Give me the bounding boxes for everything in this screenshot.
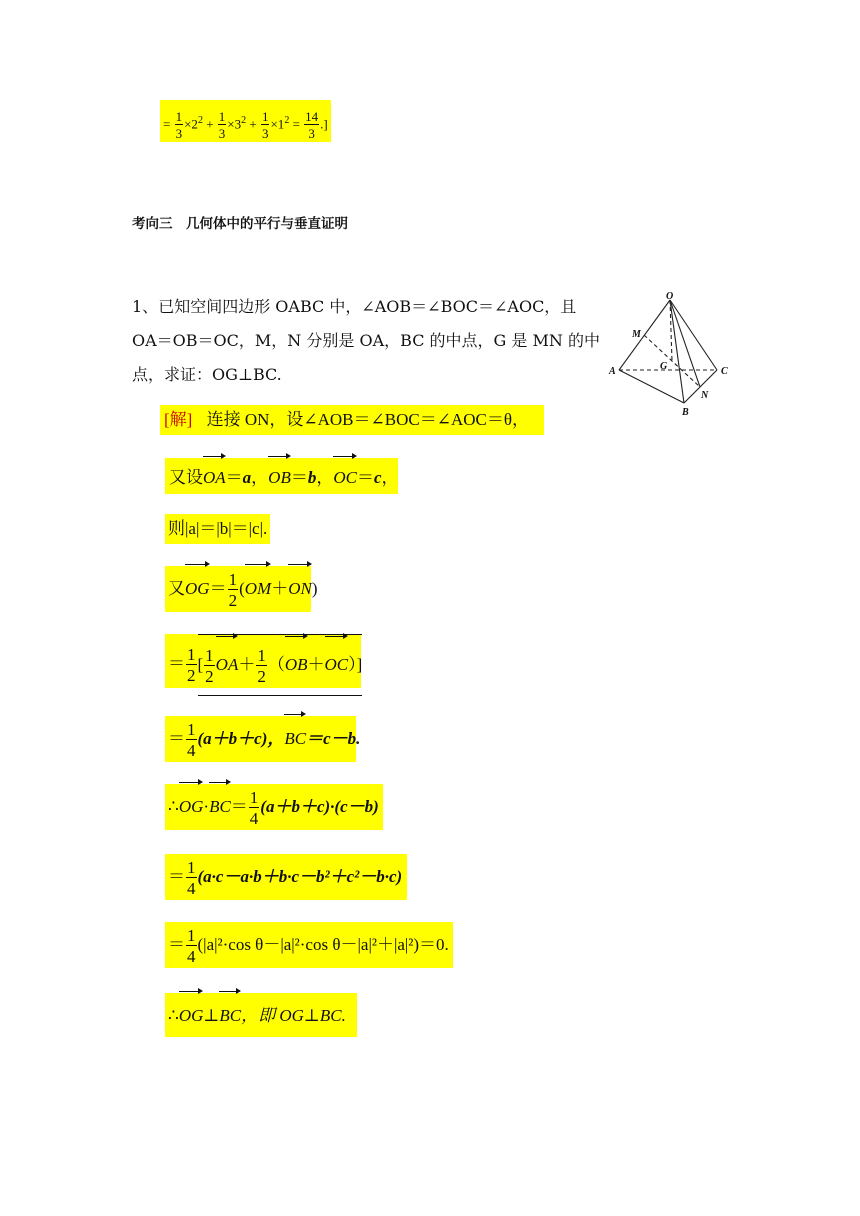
solution-line-8: ＝ $\frac{1}{4}$ (a·c－a·b＋b·c－b²＋c²－b·c) bbox=[165, 854, 407, 900]
solution-line-3: 则|a|＝|b|＝|c|. bbox=[165, 514, 270, 544]
term: ×1 bbox=[270, 116, 285, 132]
solution-line-1 bbox=[160, 405, 544, 435]
solution-line-7: ∴OG·BC＝ $\frac{1}{4}$ (a＋b＋c)·(c－b) bbox=[165, 784, 383, 830]
solution-line-5: ＝ $\frac{1}{2}$ [ $\frac{1}{2}$ OA＋ $\frac{1}{2}$ （OB＋OC）] bbox=[165, 634, 361, 688]
label-O: O bbox=[666, 291, 674, 302]
term: ×3 bbox=[227, 116, 242, 132]
label-G: G bbox=[660, 361, 668, 372]
equals-sign: = bbox=[163, 116, 171, 132]
vector-OM: OM bbox=[245, 566, 271, 612]
solution-line-9: ＝ $\frac{1}{4}$ (|a|²·cos θ－|a|²·cos θ－|a|²＋|a|²)＝0. bbox=[165, 922, 453, 968]
problem-line-1: 1、已知空间四边形 OABC 中，∠AOB＝∠BOC＝∠AOC，且 bbox=[132, 297, 577, 316]
section-heading: 考向三 几何体中的平行与垂直证明 bbox=[132, 216, 348, 232]
solution-tag: [解] bbox=[164, 410, 193, 429]
label-M: M bbox=[632, 329, 641, 340]
problem-text bbox=[132, 290, 602, 392]
solution-text: 连接 ON，设∠AOB＝∠BOC＝∠AOC＝θ， bbox=[206, 410, 529, 429]
vector-ON: ON bbox=[288, 566, 312, 612]
vector-OC: OC bbox=[333, 458, 357, 498]
fraction: $\frac{14}{3}$ bbox=[305, 109, 319, 142]
label-B: B bbox=[682, 407, 689, 418]
vector-OB: OB bbox=[268, 458, 291, 498]
top-formula: = $\frac{1}{3}$ $\times 2^2$ + $\frac{1}{3}$ $\times 3^2$ + $\frac{1}{3}$ $\times 1^2$ = $\frac{14}{3}$ .] bbox=[160, 100, 331, 142]
solution-line-10: ∴OG⊥BC，即 OG⊥BC. bbox=[165, 993, 357, 1037]
vector-BC: BC bbox=[284, 716, 306, 762]
edge-OC bbox=[670, 300, 717, 370]
label-C: C bbox=[721, 366, 728, 377]
edge-ON bbox=[670, 300, 700, 387]
tetrahedron-figure bbox=[600, 290, 740, 425]
solution-line-2: 又设OA＝a，OB＝b，OC＝c， bbox=[165, 458, 398, 494]
label-N: N bbox=[701, 390, 709, 401]
fraction: $\frac{1}{3}$ bbox=[218, 109, 226, 142]
term: ×2 bbox=[184, 116, 198, 132]
vector-OA: OA bbox=[203, 458, 226, 498]
edge-AB bbox=[619, 370, 684, 403]
term: .] bbox=[320, 116, 328, 132]
solution-line-6: ＝ $\frac{1}{4}$ (a＋b＋c)，BC＝c－b. bbox=[165, 716, 356, 762]
fraction: $\frac{1}{3}$ bbox=[175, 109, 183, 142]
label-A: A bbox=[609, 366, 616, 377]
problem-line-3: 点，求证：OG⊥BC. bbox=[132, 365, 282, 384]
problem-line-2: OA＝OB＝OC，M，N 分别是 OA，BC 的中点，G 是 MN 的中 bbox=[132, 331, 600, 350]
fraction: $\frac{1}{3}$ bbox=[261, 109, 269, 142]
vector-OG: OG bbox=[185, 566, 210, 612]
solution-line-4: 又OG＝ $\frac{1}{2}$ (OM＋ON) bbox=[165, 566, 311, 612]
